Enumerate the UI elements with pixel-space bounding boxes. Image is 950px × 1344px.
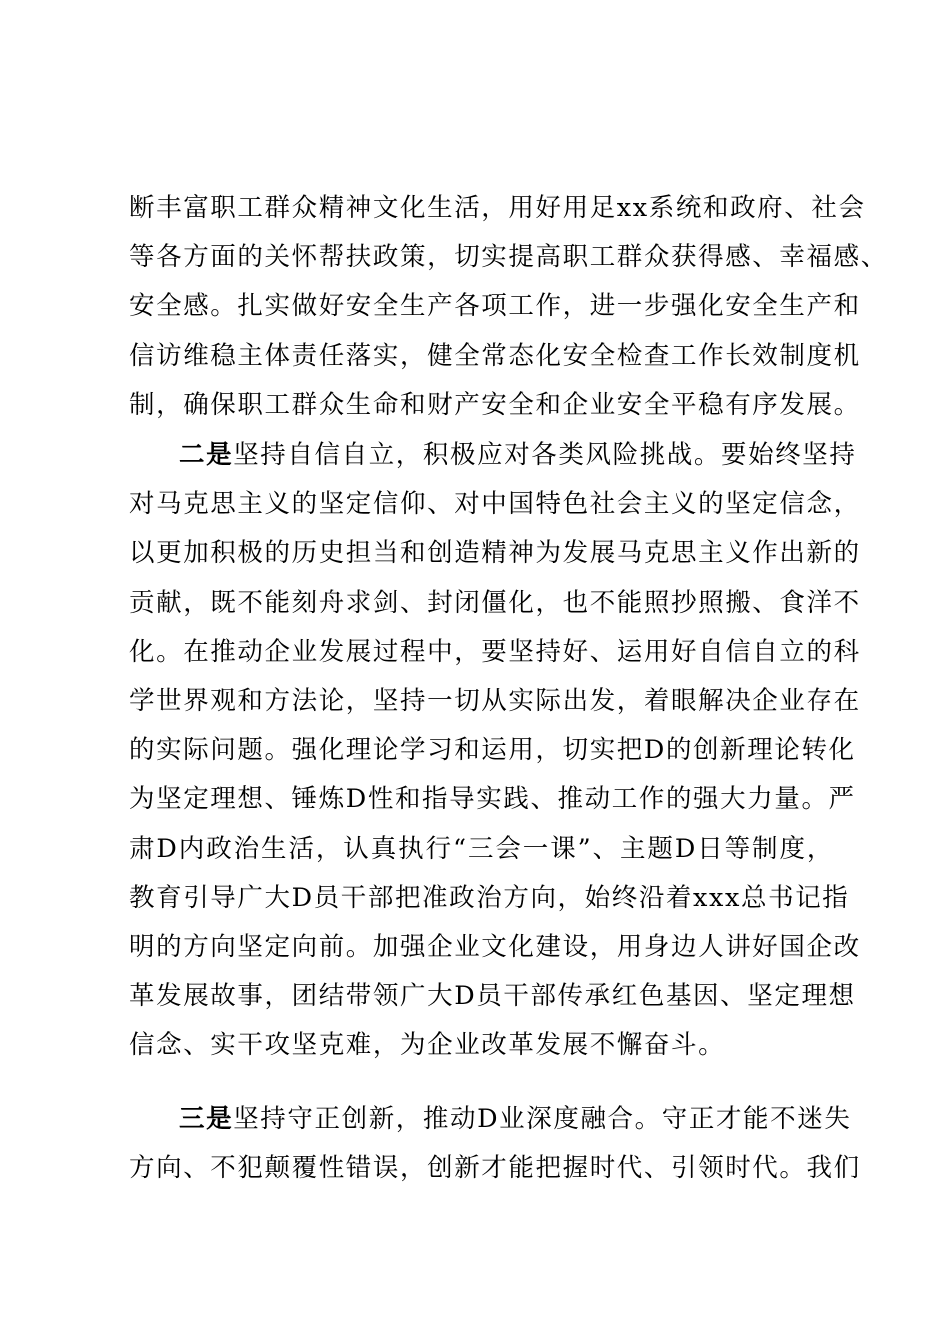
- text-line: 的实际问题。强化理论学习和运用，切实把D的创新理论转化: [129, 735, 856, 766]
- paragraph-lead: 三是: [179, 1104, 234, 1134]
- text-line: 学世界观和方法论，坚持一切从实际出发，着眼解决企业存在: [129, 685, 861, 716]
- paragraph-lead: 二是: [179, 440, 234, 470]
- text-line: 信访维稳主体责任落实，健全常态化安全检查工作长效制度机: [129, 340, 861, 371]
- text-line: 信念、实干攻坚克难，为企业改革发展不懈奋斗。: [129, 1030, 726, 1061]
- text-line: 安全感。扎实做好安全生产各项工作，进一步强化安全生产和: [129, 291, 861, 322]
- text-line: 教育引导广大D员干部把准政治方向，始终沿着xxx总书记指: [129, 882, 850, 913]
- text-run: 坚持自信自立，积极应对各类风险挑战。要始终坚持: [233, 440, 857, 470]
- text-line: 方向、不犯颠覆性错误，创新才能把握时代、引领时代。我们: [129, 1153, 861, 1184]
- paragraph-second-point: [129, 431, 861, 1070]
- text-run: 坚持守正创新，推动D业深度融合。守正才能不迷失: [233, 1104, 852, 1134]
- text-line: 制，确保职工群众生命和财产安全和企业安全平稳有序发展。: [129, 389, 861, 420]
- text-line-first: [129, 1095, 852, 1144]
- paragraph-continuation: [129, 184, 888, 430]
- paragraph-third-point: [129, 1095, 861, 1193]
- text-line: 为坚定理想、锤炼D性和指导实践、推动工作的强大力量。严: [129, 784, 856, 815]
- text-line: 肃D内政治生活，认真执行“三会一课”、主题D日等制度，: [129, 833, 834, 864]
- text-line: 等各方面的关怀帮扶政策，切实提高职工群众获得感、幸福感、: [129, 242, 888, 273]
- text-line-first: [129, 431, 857, 480]
- text-line: 化。在推动企业发展过程中，要坚持好、运用好自信自立的科: [129, 636, 861, 667]
- text-line: 以更加积极的历史担当和创造精神为发展马克思主义作出新的: [129, 538, 861, 569]
- text-line: 对马克思主义的坚定信仰、对中国特色社会主义的坚定信念，: [129, 489, 861, 520]
- text-line: 明的方向坚定向前。加强企业文化建设，用身边人讲好国企改: [129, 931, 861, 962]
- text-line: 贡献，既不能刻舟求剑、封闭僵化，也不能照抄照搬、食洋不: [129, 587, 861, 618]
- text-line: 革发展故事，团结带领广大D员干部传承红色基因、坚定理想: [129, 981, 856, 1012]
- text-line: 断丰富职工群众精神文化生活，用好用足xx系统和政府、社会: [129, 193, 866, 223]
